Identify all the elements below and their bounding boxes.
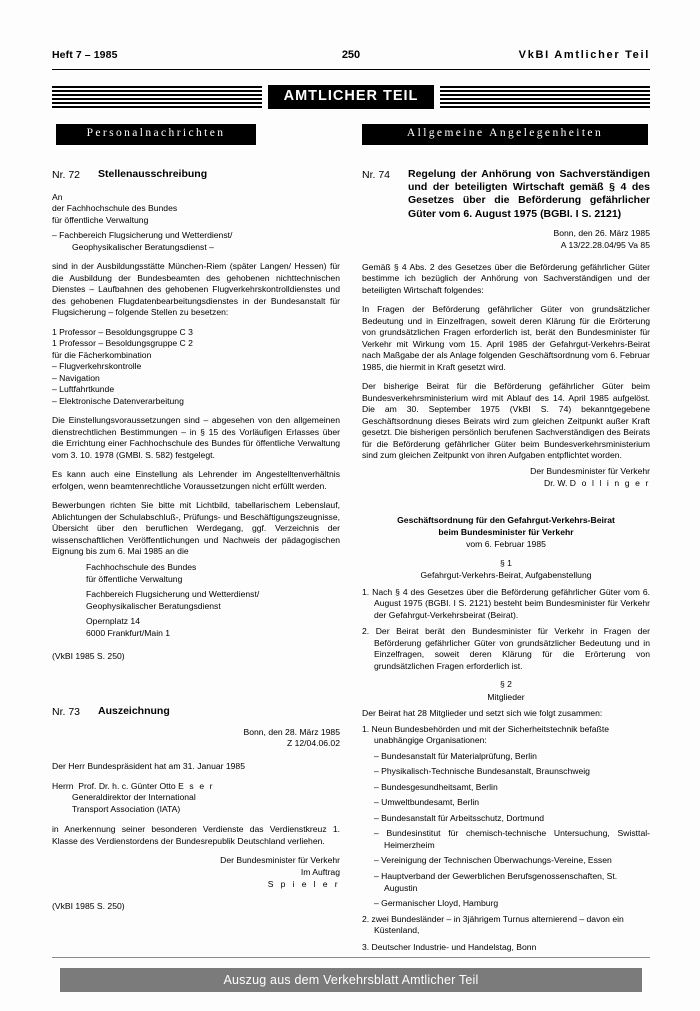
honoree-name-plain: Prof. Dr. h. c. Günter Otto: [78, 780, 179, 791]
department-line-2: Geophysikalischer Beratungsdienst –: [72, 241, 214, 252]
member-list-item: – Physikalisch-Technische Bundesanstalt, Braunschweig: [374, 766, 590, 777]
member-list-item: – Germanischer Lloyd, Hamburg: [374, 898, 499, 909]
recipient-line-6: 6000 Frankfurt/Main 1: [86, 627, 171, 638]
member-group-2: 2. zwei Bundesländer – in 3jährigem Turnus alternierend – davon ein Küstenland,: [362, 913, 624, 936]
signer-name-74-plain: Dr. W.: [544, 477, 570, 488]
article-number-72: Nr. 72: [52, 168, 81, 181]
article-73-paragraph-2: in Anerkennung seiner besonderen Verdienste das Verdienstkreuz 1. Klasse des Verdienstordens der Bundesrepublik Deutschland verliehen.: [52, 824, 340, 846]
article-73-signature: [52, 855, 340, 890]
article-number-74: Nr. 74: [362, 168, 391, 181]
header-rule: [52, 69, 650, 70]
member-group-3: 3. Deutscher Industrie- und Handelstag, Bonn: [362, 941, 537, 952]
post-line-1: 1 Professor – Besoldungsgruppe C 3: [52, 326, 193, 337]
recipient-line-1: Fachhochschule des Bundes: [86, 562, 197, 572]
addressee-line-1: An: [52, 191, 63, 202]
honoree-prefix: Herrn: [52, 780, 74, 791]
article-73-place-date: Bonn, den 28. März 1985: [243, 726, 340, 737]
article-74-signature: [362, 466, 650, 489]
member-list-item: – Bundesanstalt für Arbeitsschutz, Dortmund: [374, 812, 545, 823]
article-73-dateline: [52, 727, 340, 750]
department-line-1: – Fachbereich Flugsicherung und Wetterdienst/: [52, 230, 233, 241]
honoree-role-line-1: Generaldirektor der International: [72, 792, 196, 803]
banner-stripes-right: [440, 86, 650, 108]
article-title-72: Stellenausschreibung: [98, 167, 208, 180]
section-banner-personalnachrichten: Personalnachrichten: [56, 124, 256, 145]
subject-item: – Flugverkehrskontrolle: [52, 361, 142, 372]
honoree-role-line-2: Transport Association (IATA): [72, 803, 181, 814]
post-line-2: 1 Professor – Besoldungsgruppe C 2: [52, 338, 193, 349]
banner-stripes-left: [52, 86, 262, 108]
article-72-paragraph-3: Es kann auch eine Einstellung als Lehrender im Angestelltenverhältnis erfolgen, wenn beamtenrechtliche Voraussetzungen nicht erfüllt werden.: [52, 469, 340, 491]
article-73-file-ref: Z 12/04.06.02: [286, 738, 340, 749]
member-group-1: 1. Neun Bundesbehörden und mit der Sicherheitstechnik befaßte unabhängige Organisationen:: [362, 723, 609, 746]
journal-title: VkBI Amtlicher Teil: [518, 49, 650, 61]
article-74-paragraph-2: In Fragen der Beförderung gefährlicher Güter von grundsätzlicher Bedeutung und in Einzelfragen, soweit deren Klärung für die Erörterung von grundsätzlichen Fragen erforderlich ist, berät den Bundesminister für Verkehr mit Wirkung vom 15. April 1985 der Gefahrgut-Verkehrs-Beirat nach Maßgabe der als Anlage folgenden Geschäftsordnung vom 6. Februar 1985, die hiermit in Kraft gesetzt wird.: [362, 304, 650, 372]
member-list-item: – Bundesanstalt für Materialprüfung, Berlin: [374, 750, 537, 761]
member-list-item: – Hauptverband der Gewerblichen Berufsgenossenschaften, St. Augustin: [374, 871, 618, 893]
article-number-73: Nr. 73: [52, 705, 81, 718]
recipient-line-3: Fachbereich Flugsicherung und Wetterdienst/: [86, 589, 260, 600]
article-72-paragraph-2: Die Einstellungsvoraussetzungen sind – abgesehen von den allgemeinen dienstrechtlichen Bestimmungen – in § 15 des Vorläufigen Erlasses über die Errichtung einer Fachhochschule des Bundes für öffentliche Verwaltung vom 3. 10. 1978 (GMBl. S. 582) festgelegt.: [52, 415, 340, 460]
paragraph-2-subtitle: Mitglieder: [487, 691, 525, 702]
subject-combination-label: für die Fächerkombination: [52, 349, 152, 360]
rules-title: [362, 515, 650, 539]
footer-bar: Auszug aus dem Verkehrsblatt Amtlicher Teil: [60, 968, 642, 992]
article-72-paragraph-4: Bewerbungen richten Sie bitte mit Lichtbild, tabellarischem Lebenslauf, Ablichtungen der Schulabschluß-, Prüfungs- und Beschäftigungszeugnisse, Übersicht über den beruflichen Werdegang, ggf. Verzeichnis der wissenschaftlichen Veröffentlichungen und Nachweis der pädagogischen Eignung bis zum 6. Mai 1985 an die: [52, 500, 340, 557]
article-72-paragraph-1: sind in der Ausbildungsstätte München-Riem (später Langen/ Hessen) für die Ausbildung der Bundesbeamten des gehobenen nichttechnischen Dienstes – Laufbahnen des gehobenen Flugverkehrskontrolldienstes und des gehobenen Flugdatenbearbeitungsdienstes in der Bundesanstalt für Flugsicherung – folgende Stellen zu besetzen:: [52, 261, 340, 318]
article-73-paragraph-1: Der Herr Bundespräsident hat am 31. Januar 1985: [52, 761, 245, 772]
signer-name: S p i e l e r: [267, 878, 340, 889]
article-74-paragraph-1: Gemäß § 4 Abs. 2 des Gesetzes über die Beförderung gefährlicher Güter bestimme ich bezüglich der Anhörung von Sachverständigen und der beteiligten Wirtschaft folgendes:: [362, 261, 650, 295]
article-74-dateline: [362, 228, 650, 251]
subject-item: – Navigation: [52, 372, 100, 383]
subject-item: – Luftfahrtkunde: [52, 384, 115, 395]
article-heading-72: [52, 168, 340, 182]
paragraph-2-intro: Der Beirat hat 28 Mitglieder und setzt sich wie folgt zusammen:: [362, 708, 603, 719]
honoree-line: [52, 781, 340, 793]
addressee-line-2: der Fachhochschule des Bundes: [52, 203, 178, 214]
honoree-name-spaced: E s e r: [178, 780, 215, 791]
subject-item: – Elektronische Datenverarbeitung: [52, 395, 184, 406]
signer-office-74: Der Bundesminister für Verkehr: [530, 465, 650, 476]
article-74-paragraph-3: Der bisherige Beirat für die Beförderung gefährlicher Güter beim Bundesverkehrsministerium wird mit Ablauf des 14. April 1985 aufgelöst. Die am 30. September 1975 (VkBI S. 74) bekanntgegebene Geschäftsordnung dieses Beirats wird zum gleichen Zeitpunkt außer Kraft gesetzt. Die bisherigen persönlich berufenen Sachverständigen des Beirats für die Beförderung gefährlicher Güter beim Bundesverkehrsministerium sind zum gleichen Zeitpunkt von ihren Aufgaben entpflichtet worden.: [362, 381, 650, 461]
article-title-74: Regelung der Anhörung von Sachverständigen und der beteiligten Wirtschaft gemäß § 4 des Gesetzes über die Beförderung gefährlicher Güter vom 6. August 1975 (BGBI. I S. 2121): [408, 167, 650, 220]
left-column: [52, 124, 340, 919]
rules-title-line-1: Geschäftsordnung für den Gefahrgut-Verkehrs-Beirat: [397, 515, 615, 526]
section-banner-allgemeine-angelegenheiten: Allgemeine Angelegenheiten: [362, 124, 648, 145]
article-73-citation: (VkBI 1985 S. 250): [52, 901, 125, 912]
addressee-line-3: für öffentliche Verwaltung: [52, 214, 149, 225]
page-number: 250: [341, 49, 361, 61]
recipient-line-5: Opernplatz 14: [86, 616, 140, 627]
member-list-item: – Umweltbundesamt, Berlin: [374, 797, 480, 808]
article-heading-73: [52, 705, 340, 719]
rules-title-line-3: vom 6. Februar 1985: [466, 538, 546, 549]
rules-title-line-2: beim Bundesminister für Verkehr: [438, 527, 574, 538]
signer-office: Der Bundesminister für Verkehr: [220, 855, 340, 866]
right-column: [362, 124, 650, 958]
paragraph-1-symbol: § 1: [500, 557, 512, 568]
recipient-line-4: Geophysikalischer Beratungsdienst: [86, 600, 221, 611]
article-72-citation: (VkBI 1985 S. 250): [52, 651, 125, 662]
article-74-file-ref: A 13/22.28.04/95 Va 85: [560, 239, 650, 250]
paragraph-1-subtitle: Gefahrgut-Verkehrs-Beirat, Aufgabenstellung: [420, 570, 592, 581]
paragraph-2-symbol: § 2: [500, 679, 512, 690]
amtlicher-teil-banner: [52, 84, 650, 110]
signer-name-74: [362, 478, 650, 490]
signer-by-order: Im Auftrag: [300, 866, 340, 877]
footer-rule: [52, 957, 650, 958]
member-list-item: – Bundesinstitut für chemisch-technische Untersuchung, Swisttal-Heimerzheim: [374, 828, 650, 850]
running-head: [52, 49, 650, 65]
issue-label: Heft 7 – 1985: [52, 49, 118, 61]
rules-item: 1. Nach § 4 des Gesetzes über die Beförderung gefährlicher Güter vom 6. August 1975 (BGBI. I S. 2121) besteht beim Bundesminister für Verkehr der Gefahrgut-Verkehrsbeirat (Beirat).: [362, 586, 650, 620]
signer-name-74-spaced: D o l l i n g e r: [569, 477, 650, 488]
article-74-place-date: Bonn, den 26. März 1985: [553, 228, 650, 239]
recipient-line-2: für öffentliche Verwaltung: [86, 573, 183, 584]
rules-item: 2. Der Beirat berät den Bundesminister für Verkehr in Fragen der Beförderung gefährlicher Güter von grundsätzlicher Bedeutung und in Einzelfragen, soweit deren Klärung für die Erörterung von grundsätzlichen Fragen erforderlich ist.: [362, 626, 650, 671]
banner-label: AMTLICHER TEIL: [268, 85, 435, 109]
article-heading-74: [362, 168, 650, 222]
member-list-item: – Bundesgesundheitsamt, Berlin: [374, 781, 498, 792]
member-list-item: – Vereinigung der Technischen Überwachungs-Vereine, Essen: [374, 855, 612, 866]
article-title-73: Auszeichnung: [98, 704, 170, 717]
